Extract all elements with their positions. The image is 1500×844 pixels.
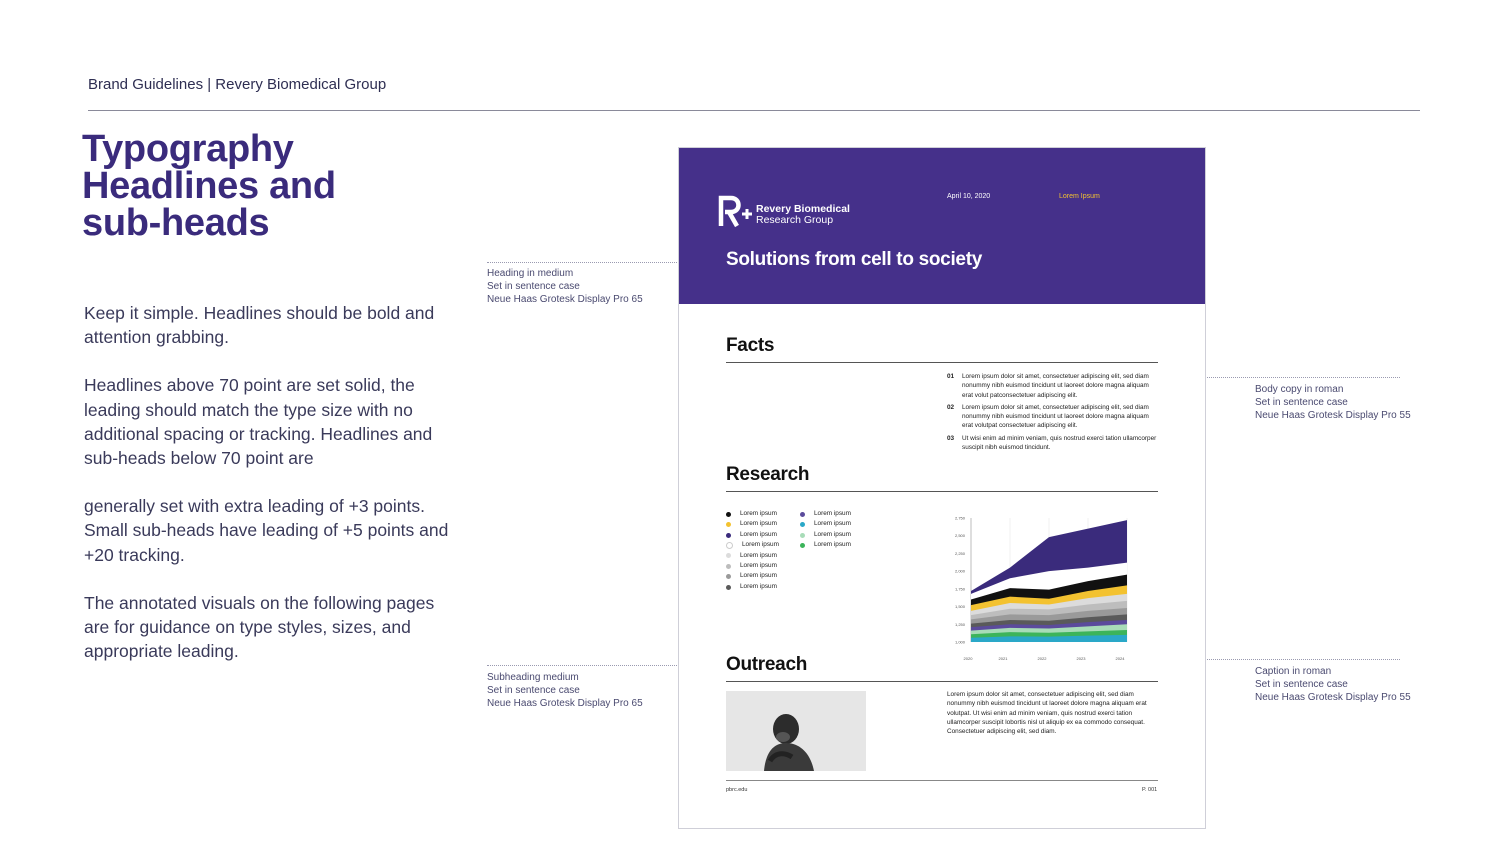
outreach-body-text: Lorem ipsum dolor sit amet, consectetuer adipiscing elit, sed diam nonummy nibh euismod tincidunt ut laoreet dolore magna aliquam erat volutpat. Ut wisi enim ad minim veniam, quis nostrud exerci tation ullamcorper suscipit lobortis nisl ut aliquip ex ea commodo consequat. Consectetuer adipiscing elit, sed diam. (947, 691, 1147, 736)
body-paragraph: Headlines above 70 point are set solid, the leading should match the type size with no additional spacing or tracking. Headlines and sub-heads below 70 point are (84, 375, 433, 469)
body-text (84, 301, 464, 687)
annotation-line: Heading in medium (487, 268, 574, 279)
annotation-line: Neue Haas Grotesk Display Pro 55 (1255, 692, 1411, 703)
annotation-line: Neue Haas Grotesk Display Pro 55 (1255, 410, 1411, 421)
legend-item (800, 519, 851, 529)
annotation-line: Neue Haas Grotesk Display Pro 65 (487, 294, 643, 305)
fact-text: Ut wisi enim ad minim veniam, quis nostrud exerci tation ullamcorper suscipit nibh euismod tincidunt. (962, 434, 1157, 452)
facts-list (947, 372, 1157, 455)
x-tick-label: 2022 (1037, 656, 1047, 661)
legend-label: Lorem ipsum (742, 541, 779, 549)
x-tick-label: 2021 (998, 656, 1008, 661)
body-paragraph: Keep it simple. Headlines should be bold and attention grabbing. (84, 303, 435, 348)
legend-swatch (800, 512, 805, 517)
legend-label: Lorem ipsum (740, 562, 777, 570)
fact-number: 02 (947, 403, 955, 411)
brand-name (756, 204, 850, 225)
y-tick-label: 1,000 (954, 639, 965, 645)
legend-swatch (726, 512, 731, 517)
footer-url: pbrc.edu (726, 787, 748, 793)
brand-logo-icon (715, 190, 755, 230)
research-heading: Research (726, 464, 810, 485)
title-line: Typography (82, 128, 294, 170)
outreach-photo (726, 691, 866, 771)
heading-annotation (487, 267, 643, 306)
annotation-line: Body copy in roman (1255, 384, 1344, 395)
legend-swatch (726, 564, 731, 569)
legend-swatch (726, 533, 731, 538)
outreach-heading: Outreach (726, 654, 808, 675)
legend-item (726, 561, 779, 571)
slide-header: Brand Guidelines | Revery Biomedical Group (88, 76, 387, 93)
legend-swatch (800, 522, 805, 527)
annotation-line: Set in sentence case (1255, 679, 1348, 690)
annotation-line: Set in sentence case (1255, 397, 1348, 408)
page-number: P. 001 (1142, 787, 1158, 793)
legend-label: Lorem ipsum (814, 530, 851, 538)
legend-label: Lorem ipsum (740, 582, 777, 590)
legend-item (726, 540, 779, 550)
legend-item (800, 509, 851, 519)
annotation-line: Caption in roman (1255, 666, 1332, 677)
title-line: Headlines and (82, 165, 336, 207)
legend-label: Lorem ipsum (740, 520, 777, 528)
caption-annotation (1255, 665, 1411, 704)
y-tick-label: 1,250 (954, 621, 965, 627)
legend-swatch (800, 543, 805, 548)
subheading-annotation (487, 671, 643, 710)
legend-item (726, 509, 779, 519)
title-line: sub-heads (82, 202, 270, 244)
y-tick-label: 1,500 (954, 604, 965, 610)
document-banner (679, 148, 1205, 304)
y-tick-label: 2,000 (954, 568, 965, 574)
page-title (82, 128, 336, 244)
legend-label: Lorem ipsum (814, 520, 851, 528)
fact-item (947, 372, 1157, 400)
research-rule (726, 491, 1158, 492)
legend-item (800, 530, 851, 540)
fact-item (947, 403, 1157, 431)
annotation-line: Subheading medium (487, 672, 579, 683)
facts-heading: Facts (726, 335, 775, 356)
legend-item (726, 551, 779, 561)
legend-swatch (726, 585, 731, 590)
child-portrait-image (726, 691, 866, 771)
body-paragraph: generally set with extra leading of +3 points. Small sub-heads have leading of +5 points and +20 tracking. (84, 496, 449, 565)
legend-swatch (726, 553, 731, 558)
y-tick-label: 2,500 (954, 533, 965, 539)
legend-item (726, 571, 779, 581)
document-headline: Solutions from cell to society (726, 249, 982, 270)
legend-swatch (800, 533, 805, 538)
brand-name-line: Revery Biomedical (756, 203, 850, 215)
footer-rule (726, 780, 1158, 781)
document-date: April 10, 2020 (947, 193, 991, 200)
annotation-line: Set in sentence case (487, 685, 580, 696)
x-tick-label: 2024 (1115, 656, 1125, 661)
body-annotation (1255, 383, 1411, 422)
research-area-chart (941, 510, 1131, 670)
y-tick-label: 1,750 (954, 586, 965, 592)
legend-item (800, 540, 851, 550)
annotation-line: Set in sentence case (487, 281, 580, 292)
header-divider (88, 110, 1420, 111)
facts-rule (726, 362, 1158, 363)
fact-text: Lorem ipsum dolor sit amet, consectetuer adipiscing elit, sed diam nonummy nibh euismod tincidunt ut laoreet dolore magna aliquam erat volut patconsectetuer adipiscing elit. (962, 373, 1149, 399)
legend-swatch (726, 522, 731, 527)
fact-text: Lorem ipsum dolor sit amet, consectetuer adipiscing elit, sed diam nonummy nibh euismod tincidunt ut laoreet dolore magna aliquam erat volutpat consectetuer adipiscing elit. (962, 403, 1149, 430)
legend-item (726, 582, 779, 592)
fact-number: 01 (947, 373, 955, 380)
outreach-rule (726, 681, 1158, 682)
legend-label: Lorem ipsum (740, 551, 777, 559)
y-tick-label: 2,750 (954, 515, 965, 521)
chart-legend-column-1 (726, 509, 779, 592)
legend-label: Lorem ipsum (814, 541, 851, 549)
fact-number: 03 (947, 434, 955, 442)
x-tick-label: 2020 (963, 656, 973, 661)
chart-legend-column-2 (800, 509, 851, 551)
sample-document (678, 147, 1206, 829)
legend-item (726, 519, 779, 529)
legend-label: Lorem ipsum (814, 510, 851, 517)
legend-label: Lorem ipsum (740, 510, 777, 517)
legend-label: Lorem ipsum (740, 530, 777, 538)
body-paragraph: The annotated visuals on the following pages are for guidance on type styles, sizes, and appropriate leading. (84, 592, 435, 662)
legend-label: Lorem ipsum (740, 572, 777, 580)
legend-swatch (726, 542, 733, 549)
brand-name-line: Research Group (756, 213, 834, 226)
legend-swatch (726, 574, 731, 579)
fact-item (947, 434, 1157, 453)
y-tick-label: 2,250 (954, 550, 965, 556)
annotation-line: Neue Haas Grotesk Display Pro 65 (487, 698, 643, 709)
x-tick-label: 2023 (1076, 656, 1086, 661)
document-label: Lorem Ipsum (1059, 193, 1100, 200)
legend-item (726, 530, 779, 540)
